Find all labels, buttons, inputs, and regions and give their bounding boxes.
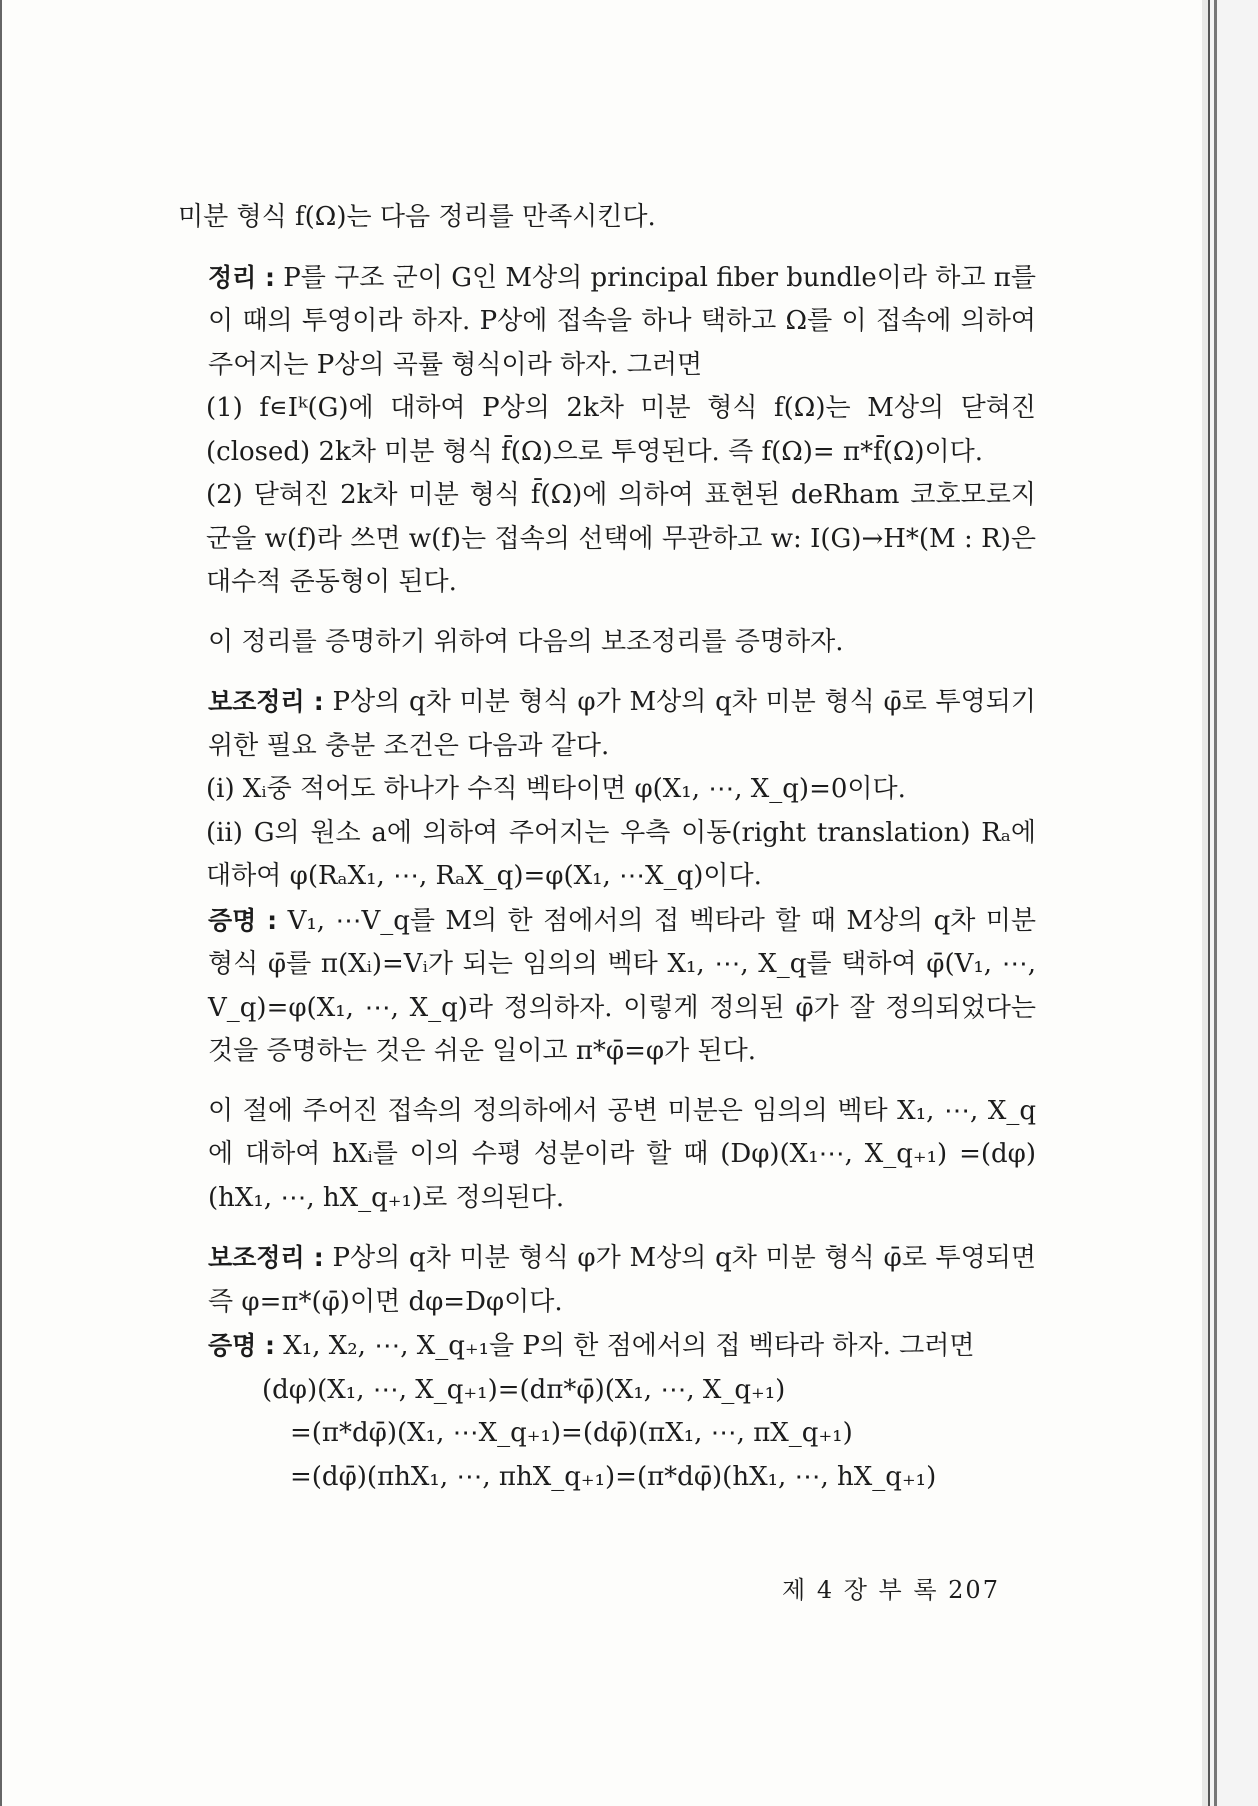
- theorem-item-1: (1) f∊Iᵏ(G)에 대하여 P상의 2k차 미분 형식 f(Ω)는 M상의 닫혀진(closed) 2k차 미분 형식 f̄(Ω)으로 투영된다. 즉 f(Ω)= π*f̄(Ω)이다.: [206, 393, 1036, 467]
- lemma-2-text: P상의 q차 미분 형식 φ가 M상의 q차 미분 형식 φ̄로 투영되면 즉 φ=π*(φ̄)이면 dφ=Dφ이다.: [208, 1243, 1037, 1317]
- viewer-margin: [1210, 0, 1258, 1806]
- proof-1-text: V₁, ⋯V_q를 M의 한 점에서의 접 벡타라 할 때 M상의 q차 미분 형식 φ̄를 π(Xᵢ)=Vᵢ가 되는 임의의 벡타 X₁, ⋯, X_q를 택하여 φ̄(V₁, ⋯, V_q)=φ(X₁, ⋯, X_q)라 정의하자. 이렇게 정의된 φ̄가 잘 정의되었다는 것을 증명하는 것은 쉬운 일이고 π*φ̄=φ가 된다.: [208, 905, 1036, 1066]
- intro-line: 미분 형식 f(Ω)는 다음 정리를 만족시킨다.: [178, 202, 656, 232]
- equation-line-1: (dφ)(X₁, ⋯, X_q₊₁)=(dπ*φ̄)(X₁, ⋯, X_q₊₁): [262, 1374, 786, 1405]
- page-body: [178, 196, 1036, 1499]
- lemma-1-item-2: (ii) G의 원소 a에 의하여 주어지는 우측 이동(right translation) Rₐ에 대하여 φ(RₐX₁, ⋯, RₐX_q)=φ(X₁, ⋯X_q)이다.: [206, 817, 1036, 891]
- proof-1-heading: 증명 :: [208, 905, 278, 935]
- page-footer: 제 4 장 부 록 207: [782, 1576, 1000, 1604]
- lemma-2-paragraph: [178, 1236, 1036, 1324]
- proof-2-paragraph: [178, 1324, 1036, 1369]
- proof-1-paragraph: [178, 899, 1036, 1074]
- theorem-heading: 정리 :: [208, 262, 276, 292]
- lemma-1-heading: 보조정리 :: [208, 687, 324, 716]
- equation-line-2: =(π*dφ̄)(X₁, ⋯X_q₊₁)=(dφ̄)(πX₁, ⋯, πX_q₊₁): [290, 1418, 853, 1448]
- theorem-item-2: (2) 닫혀진 2k차 미분 형식 f̄(Ω)에 의하여 표현된 deRham 코호모로지 군을 w(f)라 쓰면 w(f)는 접속의 선택에 무관하고 w: I(G)→H*(M : R)은 대수적 준동형이 된다.: [206, 480, 1036, 597]
- theorem-paragraph: [178, 256, 1036, 388]
- proof-2-text: X₁, X₂, ⋯, X_q₊₁을 P의 한 점에서의 접 벡타라 하자. 그러면: [283, 1331, 975, 1361]
- lemma-1-item-1: (i) Xᵢ중 적어도 하나가 수직 벡타이면 φ(X₁, ⋯, X_q)=0이다.: [206, 774, 906, 804]
- theorem-text: P를 구조 군이 G인 M상의 principal fiber bundle이라 하고 π를 이 때의 투영이라 하자. P상에 접속을 하나 택하고 Ω를 이 접속에 의하여 주어지는 P상의 곡률 형식이라 하자. 그러면: [208, 262, 1036, 380]
- lemma-2-heading: 보조정리 :: [208, 1243, 324, 1272]
- page-edge: [1202, 0, 1210, 1806]
- covariant-derivative-paragraph: 이 절에 주어진 접속의 정의하에서 공변 미분은 임의의 벡타 X₁, ⋯, X_q에 대하여 hXᵢ를 이의 수평 성분이라 할 때 (Dφ)(X₁⋯, X_q₊₁) =(dφ)(hX₁, ⋯, hX_q₊₁)로 정의된다.: [208, 1095, 1036, 1213]
- page-edge-line: [1214, 0, 1217, 1806]
- lemma-1-paragraph: [178, 680, 1036, 768]
- lemma-1-text: P상의 q차 미분 형식 φ가 M상의 q차 미분 형식 φ̄로 투영되기 위한 필요 충분 조건은 다음과 같다.: [208, 687, 1037, 761]
- transition-line: 이 정리를 증명하기 위하여 다음의 보조정리를 증명하자.: [208, 626, 844, 657]
- proof-2-heading: 증명 :: [208, 1331, 276, 1360]
- equation-line-3: =(dφ̄)(πhX₁, ⋯, πhX_q₊₁)=(π*dφ̄)(hX₁, ⋯, hX_q₊₁): [290, 1461, 937, 1492]
